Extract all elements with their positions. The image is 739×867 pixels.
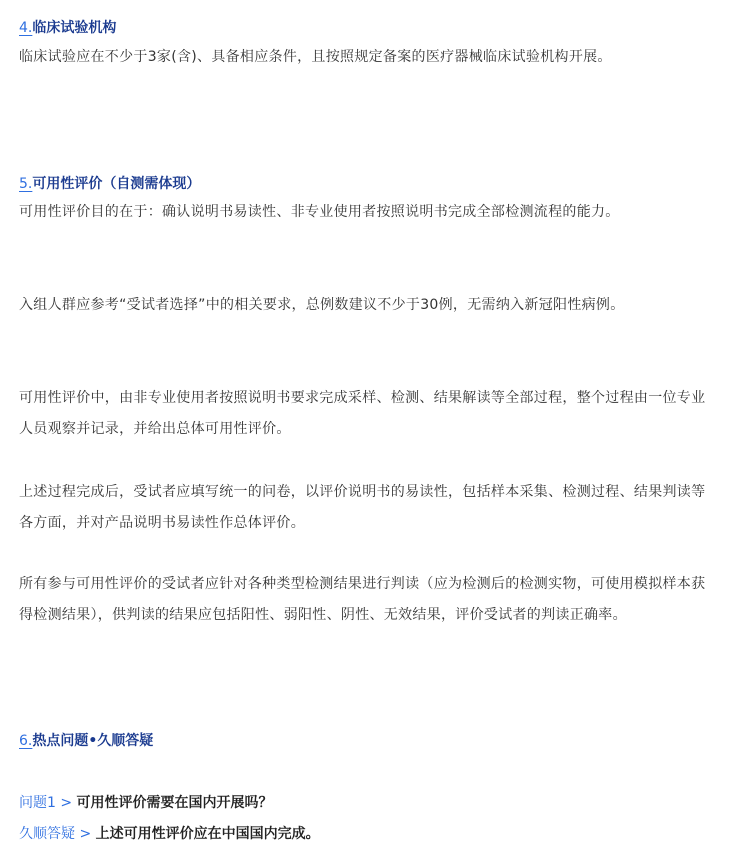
section-title: 热点问题•久顺答疑 [32, 733, 154, 749]
section-6-heading [19, 730, 153, 750]
section-5-heading [19, 173, 200, 193]
answer-line [19, 823, 320, 843]
section-4-heading [19, 17, 116, 37]
paragraph: 可用性评价目的在于：确认说明书易读性、非专业使用者按照说明书完成全部检测流程的能力。 [19, 204, 620, 220]
section-title: 可用性评价（自测需体现） [32, 176, 201, 192]
paragraph: 入组人群应参考“受试者选择”中的相关要求，总例数建议不少于30例，无需纳入新冠阳性病例。 [19, 297, 625, 313]
section-number: 6. [19, 733, 33, 749]
question-line [19, 792, 273, 812]
section-title: 临床试验机构 [32, 20, 117, 36]
paragraph: 上述过程完成后，受试者应填写统一的问卷，以评价说明书的易读性，包括样本采集、检测过程、结果判读等各方面，并对产品说明书易读性作总体评价。 [19, 484, 706, 531]
paragraph: 所有参与可用性评价的受试者应针对各种类型检测结果进行判读（应为检测后的检测实物，可使用模拟样本获得检测结果），供判读的结果应包括阳性、弱阳性、阴性、无效结果，评价受试者的判读正确率。 [19, 576, 706, 623]
section-number: 4. [19, 20, 33, 36]
paragraph: 可用性评价中，由非专业使用者按照说明书要求完成采样、检测、结果解读等全部过程，整个过程由一位专业人员观察并记录，并给出总体可用性评价。 [19, 390, 706, 437]
answer-text: 上述可用性评价应在中国国内完成。 [95, 826, 320, 842]
question-text: 可用性评价需要在国内开展吗？ [76, 795, 273, 811]
question-label: 问题1 > [19, 795, 77, 811]
paragraph: 临床试验应在不少于3家(含)、具备相应条件，且按照规定备案的医疗器械临床试验机构开展。 [19, 49, 612, 65]
answer-label: 久顺答疑 > [19, 826, 96, 842]
section-number: 5. [19, 176, 33, 192]
